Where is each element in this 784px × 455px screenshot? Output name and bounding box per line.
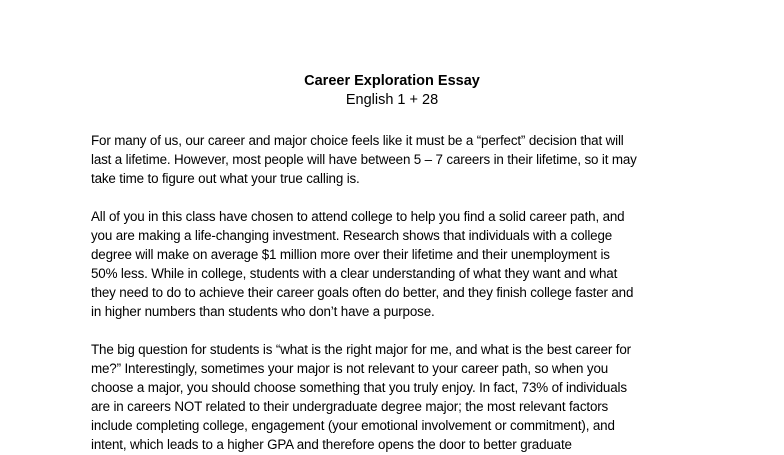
paragraph-line: All of you in this class have chosen to attend college to help you find a solid career path, and bbox=[91, 209, 625, 224]
paragraph-line: 50% less. While in college, students with a clear understanding of what they want and what bbox=[91, 266, 618, 282]
paragraph-line: they need to do to achieve their career goals often do better, and they finish college faster and bbox=[91, 285, 634, 301]
paragraph-line: last a lifetime. However, most people will have between 5 – 7 careers in their lifetime, so it may bbox=[91, 152, 637, 168]
paragraph-line: intent, which leads to a higher GPA and therefore opens the door to better graduate bbox=[91, 437, 572, 453]
paragraph-line: include completing college, engagement (your emotional involvement or commitment), and bbox=[91, 418, 615, 434]
paragraph-line: in higher numbers than students who don’t have a purpose. bbox=[91, 304, 435, 320]
paragraph-line: choose a major, you should choose something that you truly enjoy. In fact, 73% of individuals bbox=[91, 380, 627, 396]
paragraph-line: are in careers NOT related to their undergraduate degree major; the most relevant factors bbox=[91, 399, 609, 415]
document-title: Career Exploration Essay bbox=[304, 73, 480, 89]
paragraph-line: For many of us, our career and major choice feels like it must be a “perfect” decision that will bbox=[91, 133, 624, 148]
paragraph-line: you are making a life-changing investment. Research shows that individuals with a college bbox=[91, 228, 613, 244]
paragraph-1 bbox=[91, 131, 711, 188]
paragraph-2 bbox=[91, 207, 711, 322]
paragraph-line: me?” Interestingly, sometimes your major is not relevant to your career path, so when you bbox=[91, 361, 609, 377]
paragraph-3 bbox=[91, 340, 711, 455]
paragraph-line: The big question for students is “what is the right major for me, and what is the best career for bbox=[91, 342, 631, 357]
paragraph-line: degree will make on average $1 million more over their lifetime and their unemployment is bbox=[91, 247, 610, 263]
document-subtitle: English 1 + 28 bbox=[345, 92, 439, 108]
paragraph-line: take time to figure out what your true calling is. bbox=[91, 171, 360, 187]
